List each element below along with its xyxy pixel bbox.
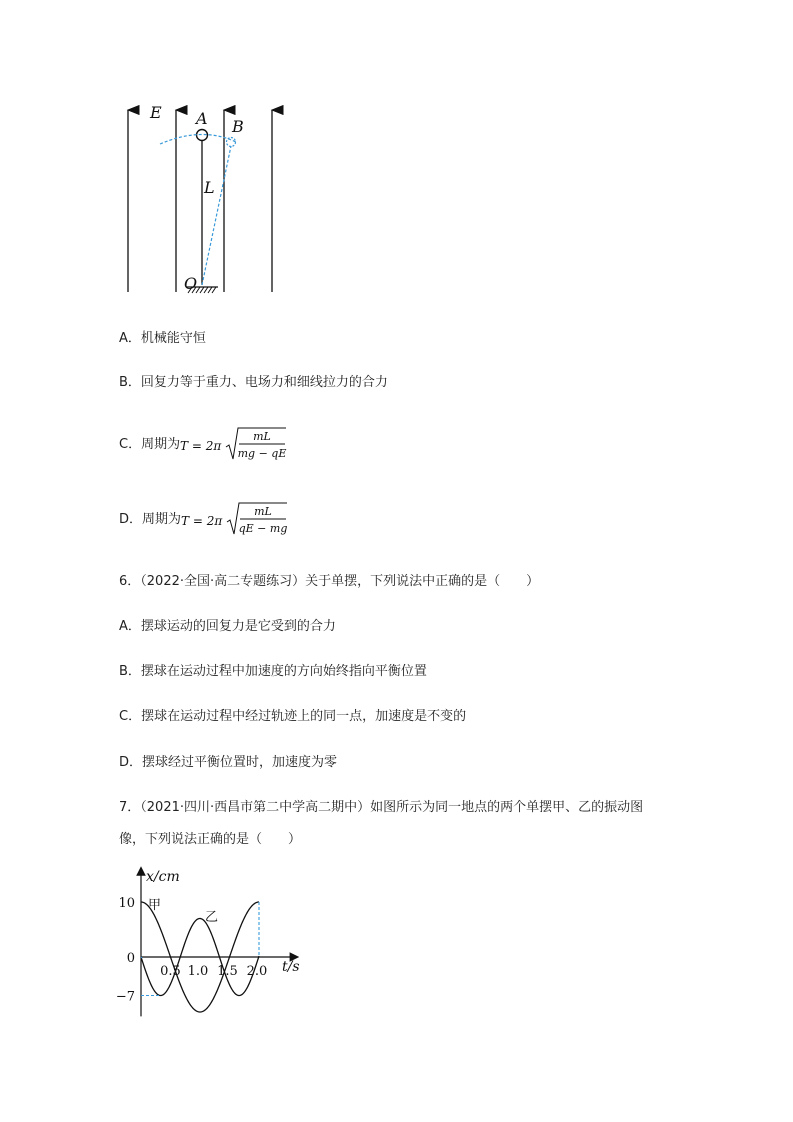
chart-x-tick-3: 2.0 — [246, 964, 268, 979]
q6-option-b: B．摆球在运动过程中加速度的方向始终指向平衡位置 — [119, 664, 427, 679]
label-b: B — [232, 117, 244, 136]
chart-xlabel: t/s — [282, 959, 300, 975]
q7-stem-line2: 像，下列说法正确的是（ ） — [119, 832, 302, 847]
q5-option-d-prefix: D．周期为 — [119, 512, 182, 527]
q6-stem: 6．（2022·全国·高二专题练习）关于单摆，下列说法中正确的是（ ） — [119, 574, 540, 589]
formula-c-num: mL — [253, 430, 271, 443]
q5-option-a: A．机械能守恒 — [119, 331, 206, 346]
chart-ylabel: x/cm — [146, 869, 180, 885]
q6-option-a: A．摆球运动的回复力是它受到的合力 — [119, 619, 336, 634]
chart-y-tick-0: 10 — [118, 896, 135, 911]
formula-c — [180, 425, 290, 465]
formula-d-lhs: T = 2π — [181, 514, 223, 528]
chart-x-tick-0: 0.5 — [160, 964, 181, 979]
q7-stem-line1: 7．（2021·四川·西昌市第二中学高二期中）如图所示为同一地点的两个单摆甲、乙的振动图 — [119, 800, 644, 815]
vibration-chart — [0, 865, 793, 1025]
chart-guide-origin — [141, 957, 142, 958]
formula-c-den: mg − qE — [237, 447, 287, 460]
chart-y-tick-2: −7 — [115, 989, 135, 1005]
pendulum-figure — [0, 0, 793, 320]
q5-option-d — [119, 500, 291, 540]
chart-series-label-jia: 甲 — [148, 898, 162, 913]
q6-option-c: C．摆球在运动过程中经过轨迹上的同一点，加速度是不变的 — [119, 709, 467, 724]
label-l: L — [204, 178, 215, 197]
chart-series-label-yi: 乙 — [205, 910, 219, 925]
chart-x-tick-2: 1.5 — [217, 964, 238, 979]
q6-option-d: D．摆球经过平衡位置时，加速度为零 — [119, 755, 338, 770]
displaced-string — [202, 146, 231, 285]
label-e: E — [150, 103, 162, 122]
formula-d-num: mL — [254, 505, 272, 518]
formula-d — [181, 500, 291, 540]
formula-d-den: qE − mg — [238, 522, 288, 535]
q5-option-b: B．回复力等于重力、电场力和细线拉力的合力 — [119, 375, 388, 390]
q5-option-c-prefix: C．周期为 — [119, 437, 181, 452]
label-o: O — [184, 274, 198, 293]
chart-x-tick-1: 1.0 — [187, 964, 209, 979]
label-a: A — [196, 109, 208, 128]
ball-b — [227, 138, 236, 147]
q5-option-c — [119, 425, 290, 465]
chart-y-tick-1: 0 — [126, 951, 135, 966]
formula-c-lhs: T = 2π — [180, 439, 222, 453]
